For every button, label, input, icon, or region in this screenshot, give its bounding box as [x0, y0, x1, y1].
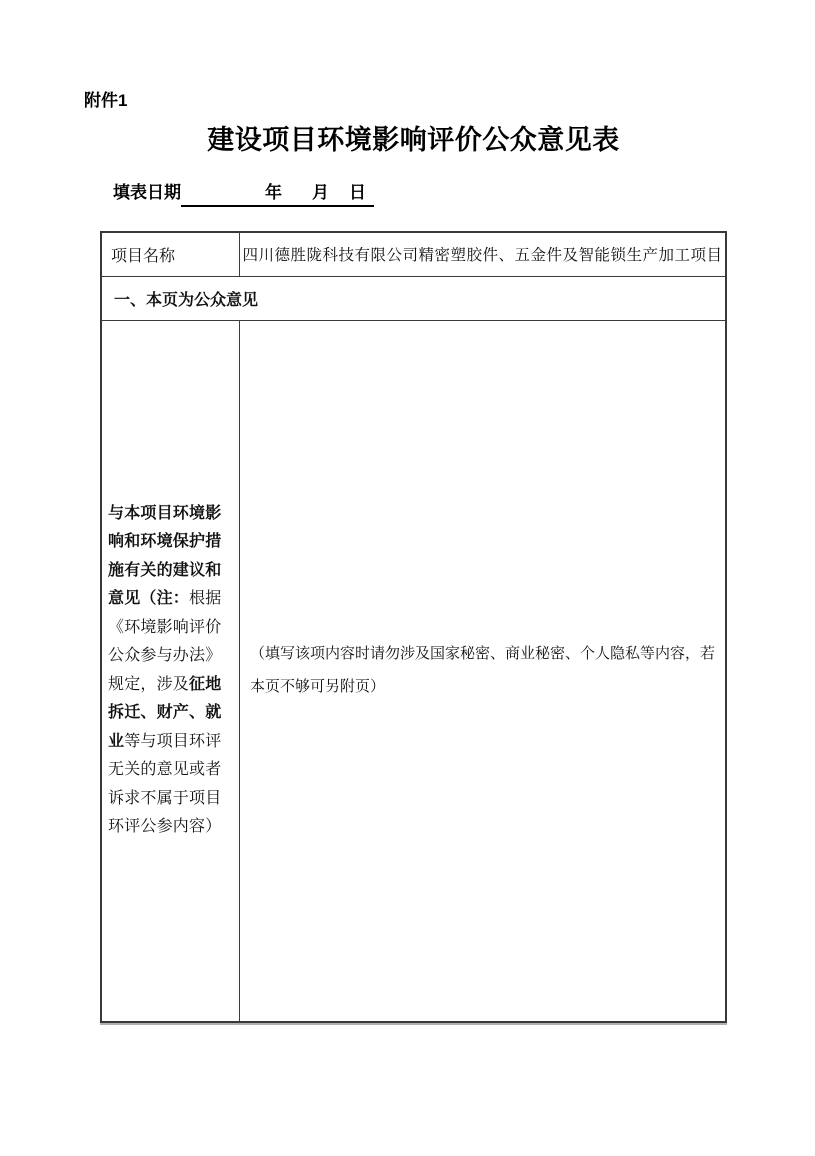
project-name-row	[101, 232, 726, 276]
suggestion-label-segment: 等与项目环评无关的意见或者诉求不属于项目环评公参内容）	[108, 732, 222, 836]
suggestion-content-cell: （填写该项内容时请勿涉及国家秘密、商业秘密、个人隐私等内容，若本页不够可另附页）	[240, 320, 727, 1022]
title-container	[100, 118, 727, 157]
suggestion-label-cell	[101, 320, 240, 1022]
project-name-header-cell: 项目名称	[101, 232, 240, 276]
project-name-value-cell: 四川德胜陇科技有限公司精密塑胶件、五金件及智能锁生产加工项目	[240, 232, 727, 276]
attachment-label: 附件1	[84, 91, 128, 110]
date-year-label: 年	[265, 183, 282, 202]
suggestion-label-segment: 与本项目环境影响和环境保护措施有关的建议和意见（注：	[108, 504, 222, 608]
section-title-cell: 一、本页为公众意见	[101, 276, 726, 320]
date-label: 填表日期	[113, 183, 181, 202]
page-title: 建设项目环境影响评价公众意见表	[207, 125, 620, 155]
date-day-label: 日	[349, 183, 366, 202]
date-line	[113, 178, 374, 207]
suggestion-label-segment: 根据《环境影响评价公众参与办法》规定，涉及	[108, 590, 222, 693]
public-opinion-form-table	[100, 231, 727, 1023]
suggestion-label-segment: 征地拆迁、财产、就业	[108, 675, 222, 750]
suggestion-row	[101, 320, 726, 1022]
date-underline	[181, 178, 374, 207]
section-header-row	[101, 276, 726, 320]
date-month-label: 月	[312, 183, 329, 202]
